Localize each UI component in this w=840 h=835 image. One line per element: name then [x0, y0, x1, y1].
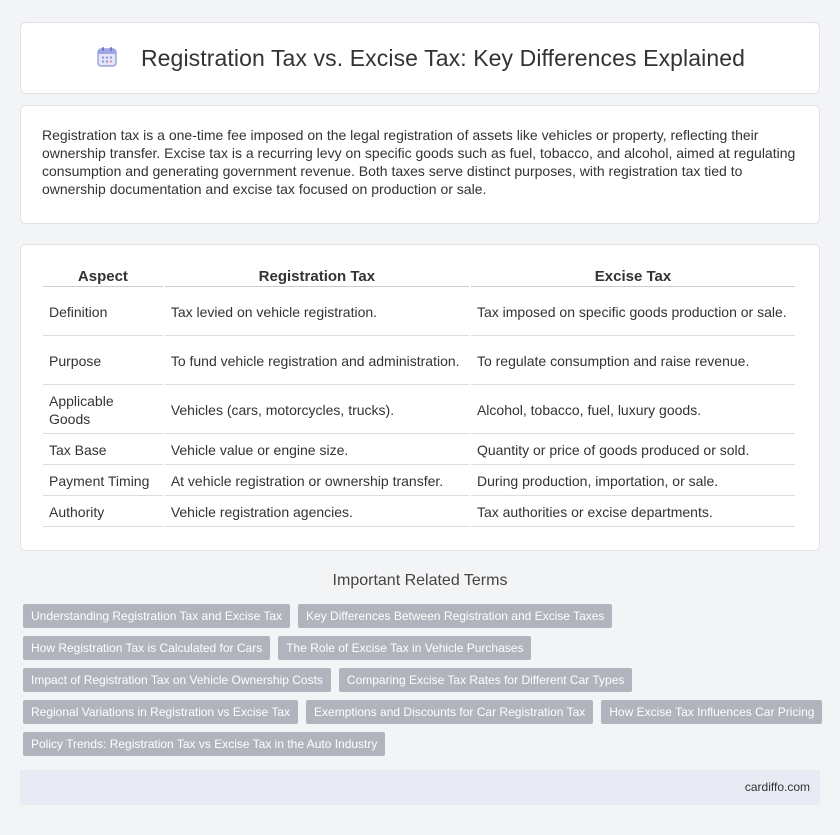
related-term-link[interactable]: Impact of Registration Tax on Vehicle Ownership Costs [23, 668, 331, 692]
calendar-icon [95, 45, 119, 69]
table-row [43, 338, 795, 385]
aspect-cell: Payment Timing [43, 467, 163, 496]
registration-cell: At vehicle registration or ownership transfer. [165, 467, 469, 496]
registration-cell: Vehicle value or engine size. [165, 436, 469, 465]
excise-cell: Quantity or price of goods produced or sold. [471, 436, 795, 465]
excise-cell: Tax authorities or excise departments. [471, 498, 795, 527]
aspect-cell: Purpose [43, 338, 163, 385]
table-row [43, 467, 795, 496]
related-term-link[interactable]: The Role of Excise Tax in Vehicle Purchases [278, 636, 531, 660]
related-term-link[interactable]: Policy Trends: Registration Tax vs Excise Tax in the Auto Industry [23, 732, 385, 756]
header-excise-tax: Excise Tax [471, 267, 795, 287]
related-term-link[interactable]: Exemptions and Discounts for Car Registration Tax [306, 700, 593, 724]
excise-cell: During production, importation, or sale. [471, 467, 795, 496]
aspect-cell: Tax Base [43, 436, 163, 465]
intro-card [20, 105, 820, 224]
header-aspect: Aspect [43, 267, 163, 287]
related-terms-title: Important Related Terms [332, 572, 508, 589]
table-header-row [43, 267, 795, 287]
related-term-link[interactable]: How Registration Tax is Calculated for Cars [23, 636, 270, 660]
comparison-table-card [20, 244, 820, 551]
aspect-cell: Definition [43, 289, 163, 336]
related-term-link[interactable]: Comparing Excise Tax Rates for Different Car Types [339, 668, 632, 692]
header-card [20, 22, 820, 94]
comparison-table [41, 265, 797, 529]
header-registration-tax: Registration Tax [165, 267, 469, 287]
registration-cell: Vehicle registration agencies. [165, 498, 469, 527]
intro-text: Registration tax is a one-time fee imposed on the legal registration of assets like vehicles or property, reflecting their ownership transfer. Excise tax is a recurring levy on specific goods such as fuel, tobacco, and alcohol, aimed at regulating consumption and generating government revenue. Both taxes serve distinct purposes, with registration tax tied to ownership documentation and excise tax focused on production or sale. [42, 127, 796, 197]
related-term-link[interactable]: Understanding Registration Tax and Excise Tax [23, 604, 290, 628]
table-row [43, 498, 795, 527]
excise-cell: Alcohol, tobacco, fuel, luxury goods. [471, 387, 795, 434]
aspect-cell: Applicable Goods [43, 387, 163, 434]
excise-cell: Tax imposed on specific goods production or sale. [471, 289, 795, 336]
table-row [43, 387, 795, 434]
related-term-link[interactable]: How Excise Tax Influences Car Pricing [601, 700, 822, 724]
excise-cell: To regulate consumption and raise revenue. [471, 338, 795, 385]
page-title: Registration Tax vs. Excise Tax: Key Differences Explained [140, 44, 746, 71]
footer-site-link[interactable]: cardiffo.com [744, 780, 810, 794]
footer [20, 770, 820, 805]
aspect-cell: Authority [43, 498, 163, 527]
table-row [43, 289, 795, 336]
related-term-link[interactable]: Key Differences Between Registration and Excise Taxes [298, 604, 612, 628]
related-term-link[interactable]: Regional Variations in Registration vs Excise Tax [23, 700, 298, 724]
related-terms-list [23, 604, 823, 756]
registration-cell: Tax levied on vehicle registration. [165, 289, 469, 336]
registration-cell: To fund vehicle registration and administration. [165, 338, 469, 385]
registration-cell: Vehicles (cars, motorcycles, trucks). [165, 387, 469, 434]
table-row [43, 436, 795, 465]
